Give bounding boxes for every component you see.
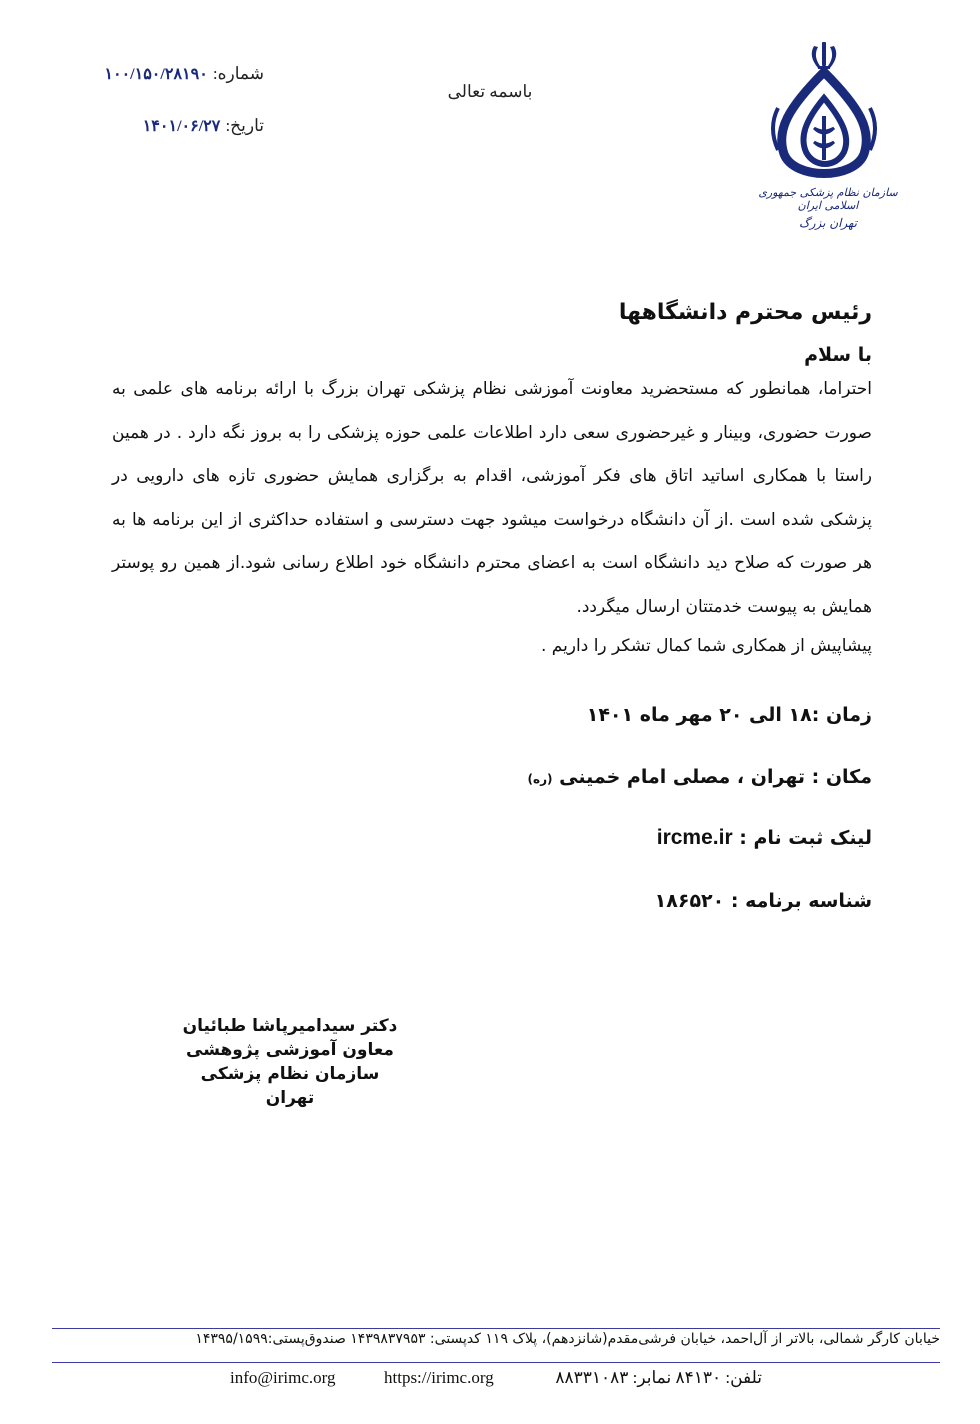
footer-address: خیابان کارگر شمالی، بالاتر از آل‌احمد، خیابان فرشی‌مقدم(شانزدهم)، پلاک ۱۱۹ کدپستی: ۱۴۳۹۸۳۷۹۵۳ صندوق‌پستی:۱۴۳۹۵/۱۵۹۹ — [195, 1331, 940, 1347]
irimc-logo-icon — [748, 38, 908, 188]
registration-label: لینک ثبت نام : — [739, 827, 872, 849]
bismillah: باسمه تعالی — [447, 82, 533, 101]
letter-body: احتراما، همانطور که مستحضرید معاونت آموزشی نظام پزشکی تهران بزرگ با ارائه برنامه های علمی به صورت حضوری، وبینار و غیرحضوری سعی دارد اطلاعات علمی حوزه پزشکی را به بروز نگه دارد . در همین راستا با همکاری اساتید اتاق های فکر آموزشی، اقدام به برگزاری همایش حضوری تازه های دارویی در پزشکی شده است .از آن دانشگاه درخواست میشود جهت دسترسی و استفاده حداکثری از این برنامه ها به هر صورت که صلاح دید دانشگاه است به اعضای محترم دانشگاه خود اطلاع رسانی شود.از همین رو پوستر همایش به پیوست خدمتتان ارسال میگردد. — [112, 379, 872, 617]
logo-caption-org: سازمان نظام پزشکی جمهوری اسلامی ایران — [758, 186, 898, 212]
registration-row — [657, 826, 872, 850]
footer-phone: تلفن: ۸۴۱۳۰ نمابر: ۸۸۳۳۱۰۸۳ — [555, 1368, 762, 1387]
recipient: رئیس محترم دانشگاهها — [618, 300, 872, 325]
registration-link[interactable]: ircme.ir — [656, 826, 733, 849]
letter-date-row — [124, 116, 264, 136]
greeting: با سلام — [804, 344, 872, 366]
event-place-row — [528, 766, 872, 788]
logo-caption-city: تهران بزرگ — [799, 216, 857, 230]
irimc-logo — [748, 38, 908, 238]
footer-rule-top — [52, 1328, 940, 1329]
signature-block — [180, 1014, 400, 1110]
signer-org: سازمان نظام پزشکی تهران — [200, 1064, 380, 1108]
signer-title: معاون آموزشی پژوهشی — [186, 1040, 394, 1060]
signer-name: دکتر سیدامیرپاشا طبائیان — [182, 1016, 398, 1036]
thanks-line: پیشاپیش از همکاری شما کمال تشکر را داریم . — [540, 636, 872, 656]
number-value: ۱۰۰/۱۵۰/۲۸۱۹۰ — [104, 66, 208, 83]
date-value: ۱۴۰۱/۰۶/۲۷ — [142, 118, 221, 135]
program-id: شناسه برنامه : ۱۸۶۵۲۰ — [654, 890, 872, 912]
event-time: زمان :۱۸ الی ۲۰ مهر ماه ۱۴۰۱ — [586, 704, 872, 726]
date-label: تاریخ: — [225, 116, 264, 135]
footer-email[interactable]: info@irimc.org — [230, 1368, 336, 1387]
footer-rule-bottom — [52, 1362, 940, 1363]
event-place-note: (ره) — [527, 772, 553, 786]
footer-website[interactable]: https://irimc.org — [384, 1368, 494, 1387]
number-label: شماره: — [212, 64, 264, 83]
event-place: مکان : تهران ، مصلی امام خمینی — [559, 766, 872, 788]
letter-number-row — [104, 64, 264, 84]
